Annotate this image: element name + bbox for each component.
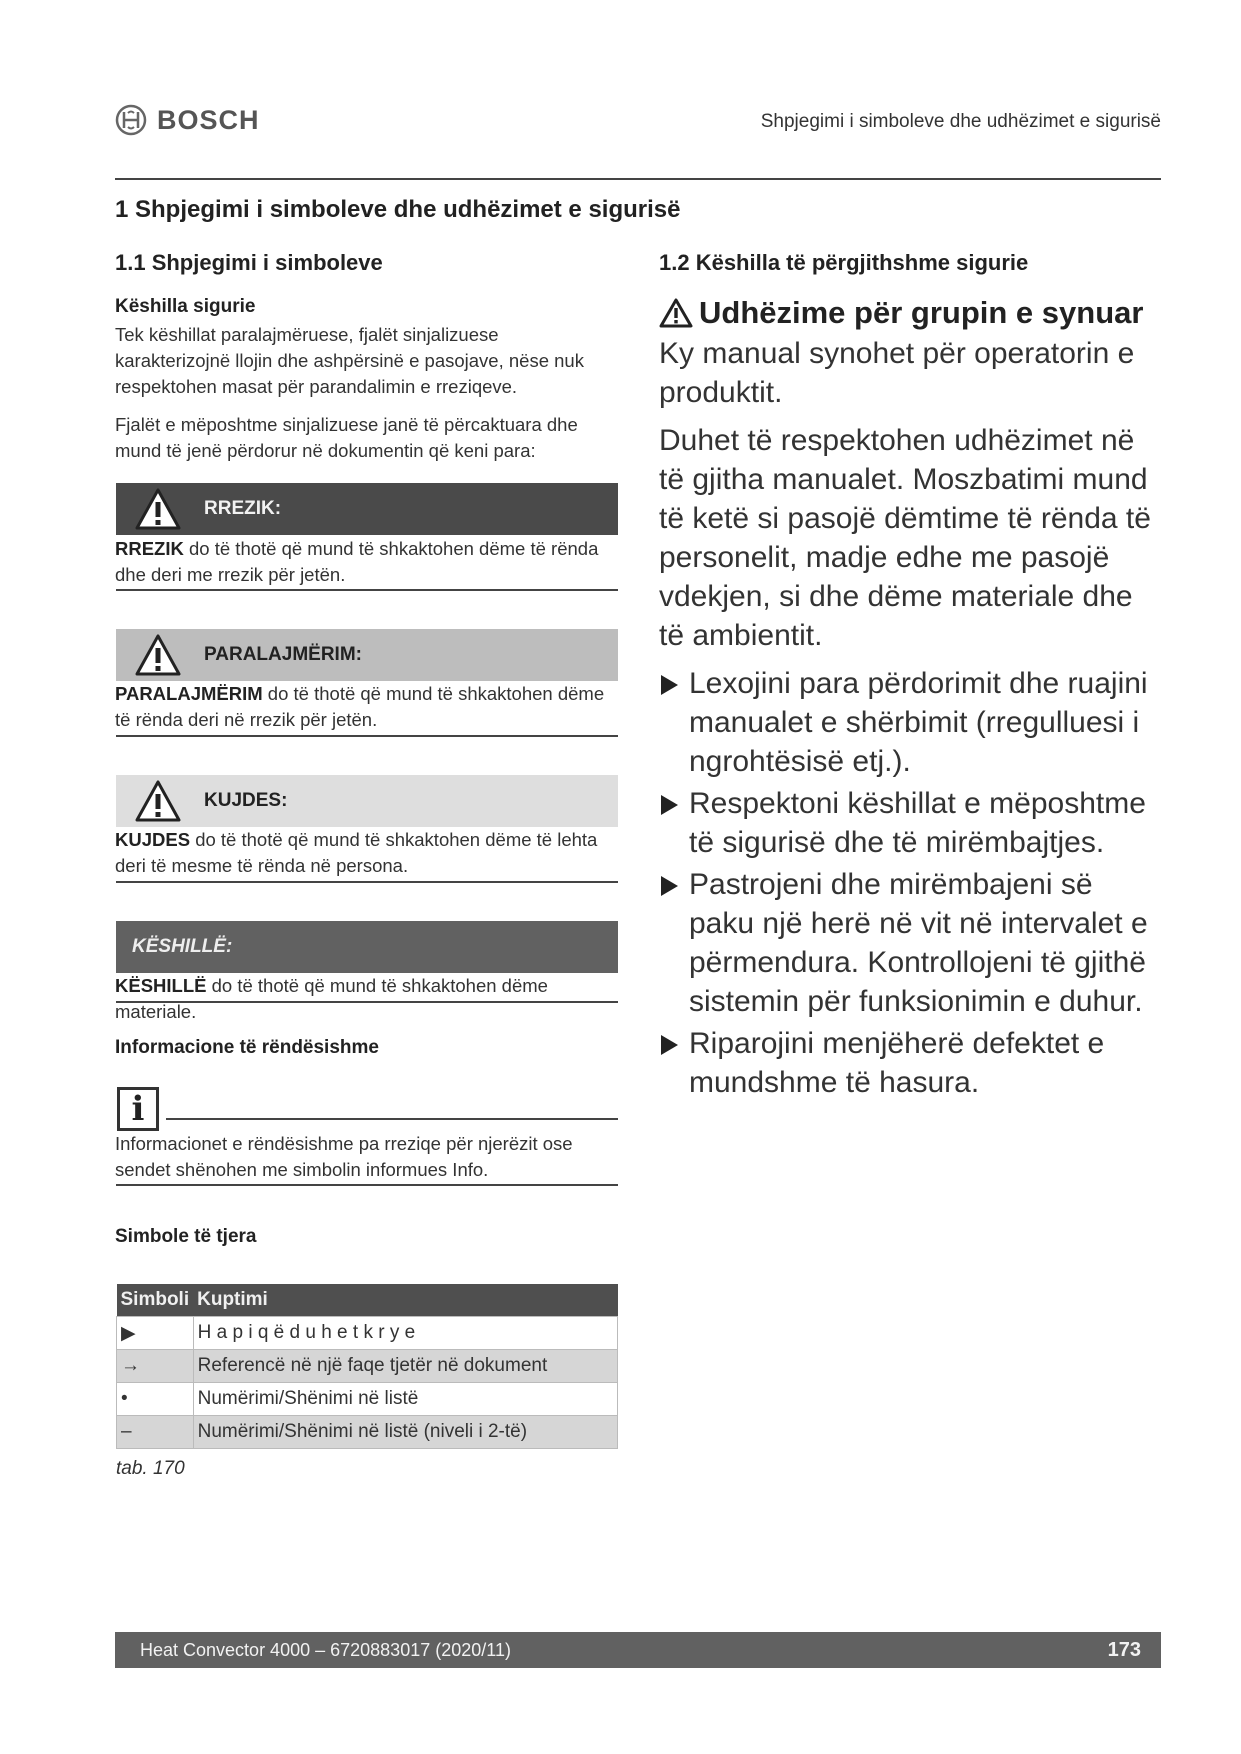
table-row <box>117 1416 618 1449</box>
caution-rule <box>116 881 618 883</box>
table-row <box>117 1317 618 1350</box>
warning-triangle-icon <box>134 779 182 823</box>
caution-description <box>115 827 617 879</box>
table-cell-symbol: → <box>117 1350 194 1383</box>
warning-rule <box>116 735 618 737</box>
info-heading: Informacione të rëndësishme <box>115 1037 379 1058</box>
bullet-triangle-icon <box>661 675 678 695</box>
warning-bar <box>116 629 618 681</box>
section-title: 1 Shpjegimi i simboleve dhe udhëzimet e sigurisë <box>115 196 681 223</box>
table-header-symbol: Simboli <box>117 1284 194 1317</box>
notice-rule <box>116 1001 618 1003</box>
brand-logo <box>115 104 260 136</box>
danger-text: do të thotë që mund të shkaktohen dëme të rënda dhe deri me rrezik për jetën. <box>115 538 599 585</box>
list-item <box>659 1024 1164 1102</box>
danger-title: RREZIK: <box>204 498 282 519</box>
table-cell-symbol: • <box>117 1383 194 1416</box>
target-group-heading <box>659 295 1143 331</box>
table-row <box>117 1383 618 1416</box>
table-caption: tab. 170 <box>116 1458 185 1479</box>
danger-rule <box>116 589 618 591</box>
warning-triangle-icon <box>659 298 693 328</box>
symbols-table <box>116 1284 618 1449</box>
warning-triangle-icon <box>134 487 182 531</box>
safety-instructions-list <box>659 664 1164 1105</box>
table-cell-symbol: – <box>117 1416 194 1449</box>
warning-triangle-icon <box>134 633 182 677</box>
notice-bar <box>116 921 618 973</box>
notice-description <box>115 973 617 1025</box>
operator-paragraph: Ky manual synohet për operatorin e produktit. <box>659 337 1135 409</box>
notice-text: do të thotë që mund të shkaktohen dëme materiale. <box>115 975 548 1022</box>
bullet-triangle-icon <box>661 876 678 896</box>
safety-heading: Këshilla sigurie <box>115 296 256 317</box>
list-item-text: Lexojini para përdorimit dhe ruajini manualet e shërbimit (rregulluesi i ngrohtësisë etj.). <box>689 667 1148 778</box>
subsection-title-symbols: 1.1 Shpjegimi i simboleve <box>115 250 383 275</box>
table-cell-meaning: Numërimi/Shënimi në listë <box>193 1383 617 1416</box>
bullet-triangle-icon <box>661 1035 678 1055</box>
info-rule-bottom <box>116 1184 618 1186</box>
list-item <box>659 865 1164 1021</box>
list-item-text: Pastrojeni dhe mirëmbajeni së paku një herë në vit në intervalet e përmendura. Kontrollojeni të gjithë sistemin për funksionimin e duhur. <box>689 868 1148 1018</box>
danger-description <box>115 536 617 588</box>
other-symbols-heading: Simbole të tjera <box>115 1226 257 1247</box>
caution-bar <box>116 775 618 827</box>
info-icon: i <box>117 1087 159 1131</box>
table-cell-symbol: ▶ <box>117 1317 194 1350</box>
running-head: Shpjegimi i simboleve dhe udhëzimet e sigurisë <box>760 111 1161 132</box>
table-cell-meaning: Referencë në një faqe tjetër në dokument <box>193 1350 617 1383</box>
warning-text: do të thotë që mund të shkaktohen dëme të rënda deri në rrezik për jetën. <box>115 683 605 730</box>
bosch-armature-icon <box>115 104 147 136</box>
info-rule-top <box>166 1118 618 1120</box>
caution-title: KUJDES: <box>204 790 288 811</box>
notice-word: KËSHILLË <box>115 975 207 996</box>
list-item <box>659 664 1164 781</box>
caution-word: KUJDES <box>115 829 191 850</box>
list-item-text: Respektoni këshillat e mëposhtme të sigurisë dhe të mirëmbajtjes. <box>689 787 1146 859</box>
bullet-triangle-icon <box>661 795 678 815</box>
table-header-row <box>117 1284 618 1317</box>
manuals-paragraph: Duhet të respektohen udhëzimet në të gjitha manualet. Moszbatimi mund të ketë si pasojë dëmtime të rënda të personelit, madje edhe me pasojë vdekjen, si dhe dëme materiale dhe të ambientit. <box>659 424 1151 652</box>
warning-word: PARALAJMËRIM <box>115 683 263 704</box>
page-footer <box>115 1632 1161 1668</box>
subsection-title-general-safety: 1.2 Këshilla të përgjithshme sigurie <box>659 250 1029 275</box>
safety-intro-paragraph: Tek këshillat paralajmëruese, fjalët sinjalizuese karakterizojnë llojin dhe ashpërsinë e pasojave, nëse nuk respektohen masat për parandalimin e rreziqeve. <box>115 324 584 397</box>
list-item-text: Riparojini menjëherë defektet e mundshme të hasura. <box>689 1027 1105 1099</box>
danger-bar <box>116 483 618 535</box>
table-row <box>117 1350 618 1383</box>
header-divider <box>115 178 1161 180</box>
caution-text: do të thotë që mund të shkaktohen dëme të lehta deri të mesme të rënda në persona. <box>115 829 598 876</box>
table-cell-meaning: H a p i q ë d u h e t k r y e <box>193 1317 617 1350</box>
brand-name: BOSCH <box>157 104 260 135</box>
info-description: Informacionet e rëndësishme pa rreziqe për njerëzit ose sendet shënohen me simbolin informues Info. <box>115 1133 573 1180</box>
danger-word: RREZIK <box>115 538 184 559</box>
page-number: 173 <box>1107 1639 1141 1661</box>
list-item <box>659 784 1164 862</box>
warning-title: PARALAJMËRIM: <box>204 644 362 665</box>
notice-title: KËSHILLË: <box>132 936 233 957</box>
footer-document-id: Heat Convector 4000 – 6720883017 (2020/11) <box>140 1640 511 1660</box>
table-cell-meaning: Numërimi/Shënimi në listë (niveli i 2-të) <box>193 1416 617 1449</box>
target-group-title: Udhëzime për grupin e synuar <box>699 295 1144 330</box>
table-header-meaning: Kuptimi <box>193 1284 617 1317</box>
signal-words-paragraph: Fjalët e mëposhtme sinjalizuese janë të përcaktuara dhe mund të jenë përdorur në dokumentin që keni para: <box>115 414 578 461</box>
warning-description <box>115 681 617 733</box>
